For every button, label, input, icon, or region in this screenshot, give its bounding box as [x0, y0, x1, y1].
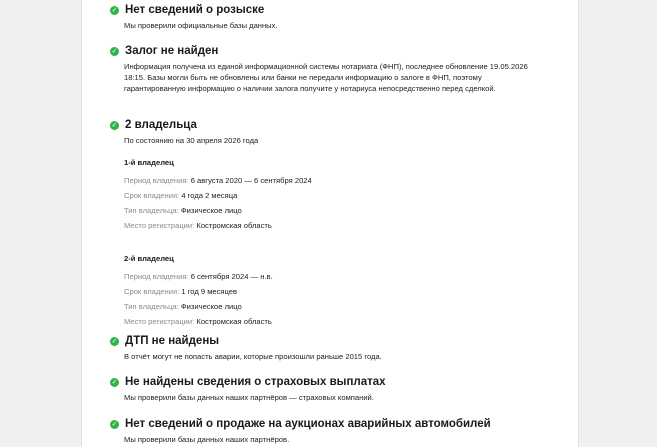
owner-type-value: Физическое лицо	[180, 206, 242, 215]
owner-type-label: Тип владельца:	[124, 206, 179, 215]
section-title: ДТП не найдены	[125, 335, 220, 347]
owner-place-value: Костромская область	[196, 317, 272, 326]
section-owners	[110, 119, 540, 146]
owner-title: 1-й владелец	[124, 158, 174, 167]
owner-duration-row	[124, 287, 524, 297]
section-insurance	[110, 376, 540, 403]
section-title: Нет сведений о продаже на аукционах аварийных автомобилей	[125, 418, 491, 430]
section-text: Мы проверили базы данных наших партнёров — страховых компаний.	[124, 393, 374, 402]
section-wanted	[110, 4, 540, 31]
owner-duration-value: 1 год 9 месяцев	[181, 287, 238, 296]
section-text: В отчёт могут не попасть аварии, которые произошли раньше 2015 года.	[124, 352, 382, 361]
check-circle-icon: ✓	[111, 46, 118, 55]
owner-duration-label: Срок владения:	[124, 191, 180, 200]
check-circle-icon: ✓	[111, 419, 118, 428]
section-auctions	[110, 418, 540, 445]
owner-place-row	[124, 221, 524, 231]
owner-place-label: Место регистрации:	[124, 221, 195, 230]
section-text: Информация получена из единой информационной системы нотариата (ФНП), последнее обновление 19.05.2026 18:15. Базы могли быть не обновлены или банки не передали информацию о залоге в ФНП, поэтому гарантированную информацию о наличии залога получите у нотариуса непосредственно перед сделкой.	[124, 62, 528, 93]
owner-type-value: Физическое лицо	[180, 302, 242, 311]
owner-period-row	[124, 176, 524, 186]
check-circle-icon: ✓	[111, 336, 118, 345]
owner-title: 2-й владелец	[124, 254, 174, 263]
owner-duration-label: Срок владения:	[124, 287, 180, 296]
section-accidents	[110, 335, 540, 362]
section-title: 2 владельца	[125, 119, 197, 131]
owner-place-value: Костромская область	[196, 221, 272, 230]
check-circle-icon: ✓	[111, 5, 118, 14]
owner-place-row	[124, 317, 524, 327]
owner-period-label: Период владения:	[124, 176, 189, 185]
check-circle-icon: ✓	[111, 377, 118, 386]
check-circle-icon: ✓	[111, 120, 118, 129]
section-title: Нет сведений о розыске	[125, 4, 265, 16]
owner-place-label: Место регистрации:	[124, 317, 195, 326]
owner-period-label: Период владения:	[124, 272, 189, 281]
owner-period-value: 6 сентября 2024 — н.в.	[190, 272, 273, 281]
section-title: Залог не найден	[125, 45, 219, 57]
section-text: Мы проверили официальные базы данных.	[124, 21, 278, 30]
owner-period-value: 6 августа 2020 — 6 сентября 2024	[190, 176, 312, 185]
owner-block-1	[124, 158, 524, 236]
section-title: Не найдены сведения о страховых выплатах	[125, 376, 386, 388]
section-text: По состоянию на 30 апреля 2026 года	[124, 136, 259, 145]
owner-period-row	[124, 272, 524, 282]
owner-duration-row	[124, 191, 524, 201]
owner-type-row	[124, 302, 524, 312]
section-text: Мы проверили базы данных наших партнёров.	[124, 435, 290, 444]
owner-type-label: Тип владельца:	[124, 302, 179, 311]
owner-block-2	[124, 254, 524, 332]
owner-type-row	[124, 206, 524, 216]
section-pledge	[110, 45, 540, 94]
owner-duration-value: 4 года 2 месяца	[181, 191, 238, 200]
